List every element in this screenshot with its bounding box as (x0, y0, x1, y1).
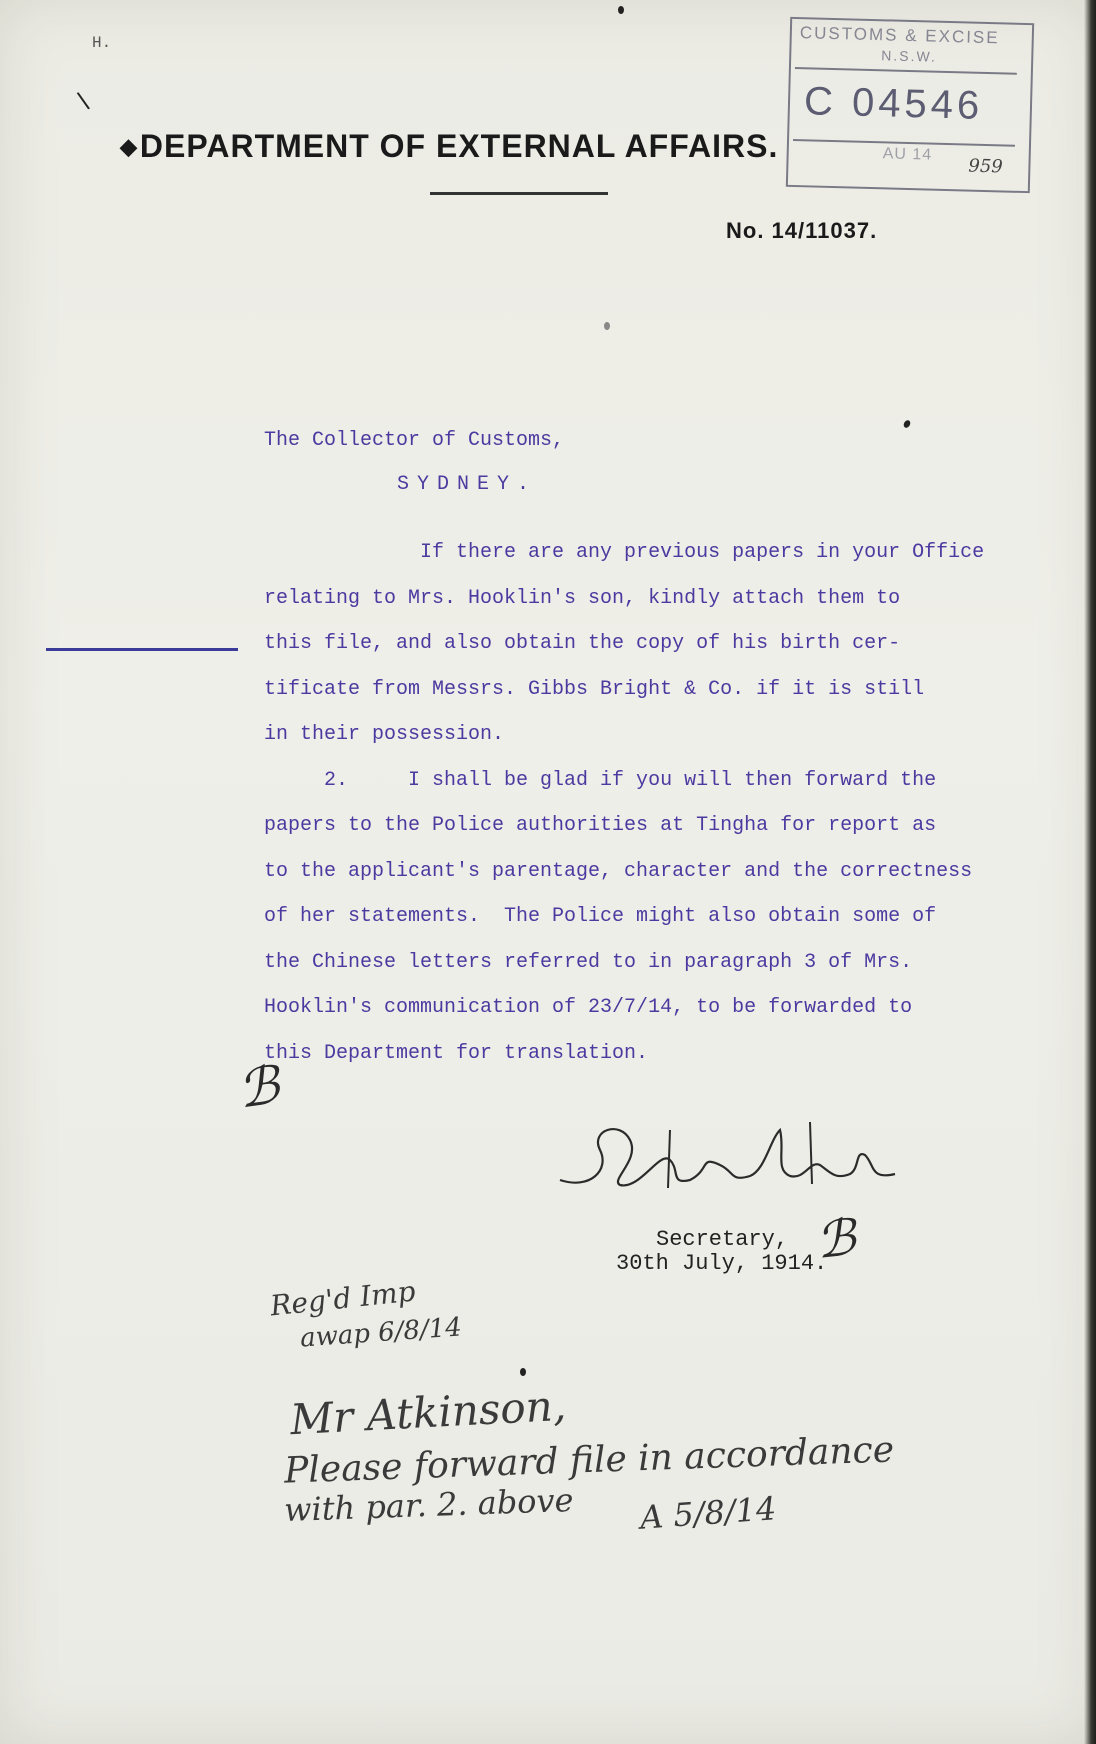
file-number: No. 14/11037. (726, 218, 878, 243)
annotation-line-1: Reg'd Imp (268, 1274, 417, 1323)
signatory-title: Secretary, (656, 1227, 789, 1252)
initial-mark: ℬ (813, 1208, 859, 1270)
department-heading (120, 128, 920, 165)
stamp-handwritten-number: 959 (968, 155, 1004, 178)
annotation-line-2: awap 6/8/14 (299, 1312, 463, 1354)
body-line: tificate from Messrs. Gibbs Bright & Co. if it is still (264, 677, 925, 701)
body-line: in their possession. (264, 723, 505, 746)
paragraph-1 (264, 530, 1084, 758)
body-line: this Department for translation. (264, 1041, 649, 1065)
body-line: If there are any previous papers in your Office (264, 541, 985, 564)
body-line: this file, and also obtain the copy of his birth cer- (264, 632, 901, 655)
body-line: Hooklin's communication of 23/7/14, to be forwarded to (264, 996, 913, 1019)
page-edge-shadow (1084, 0, 1096, 1744)
pencil-tick-mark: \ (74, 85, 92, 117)
stamp-line-1: CUSTOMS & EXCISE (799, 23, 1000, 48)
corner-mark: H. (92, 34, 112, 52)
paper-speck (618, 6, 624, 14)
annotation-line-4: Please forward file in accordance (283, 1429, 895, 1492)
annotation-line-5: with par. 2. above (283, 1480, 575, 1530)
annotation-initials: A 5/8/14 (638, 1489, 778, 1537)
stamp-date: AU 14 (882, 145, 933, 164)
body-line: papers to the Police authorities at Tingha for report as (264, 814, 937, 837)
body-line: of her statements. The Police might also obtain some of (264, 905, 937, 928)
margin-rule (46, 648, 238, 651)
addressee-city: SYDNEY. (397, 473, 538, 496)
stamp-line-2: N.S.W. (881, 47, 938, 65)
initial-mark: ℬ (234, 1055, 283, 1121)
handwritten-signature (550, 1110, 910, 1200)
body-line: to the applicant's parentage, character and the correctness (264, 859, 973, 883)
paragraph-2 (264, 758, 1084, 1077)
letter-body (264, 530, 1084, 1076)
paper-speck (604, 322, 610, 330)
paper-speck (520, 1368, 526, 1376)
body-line: relating to Mrs. Hooklin's son, kindly attach them to (264, 586, 901, 610)
body-line: the Chinese letters referred to in paragraph 3 of Mrs. (264, 950, 913, 974)
heading-rule (430, 192, 608, 195)
heading-bullet-icon: ◆ (120, 134, 138, 159)
addressee: The Collector of Customs, (264, 429, 565, 452)
department-name: DEPARTMENT OF EXTERNAL AFFAIRS. (139, 128, 779, 164)
body-line: 2. I shall be glad if you will then forward the (264, 768, 937, 792)
annotation-line-3: Mr Atkinson, (288, 1380, 568, 1445)
stamp-number: C 04546 (803, 79, 984, 128)
letter-date: 30th July, 1914. (616, 1251, 828, 1276)
customs-received-stamp (786, 17, 1034, 193)
